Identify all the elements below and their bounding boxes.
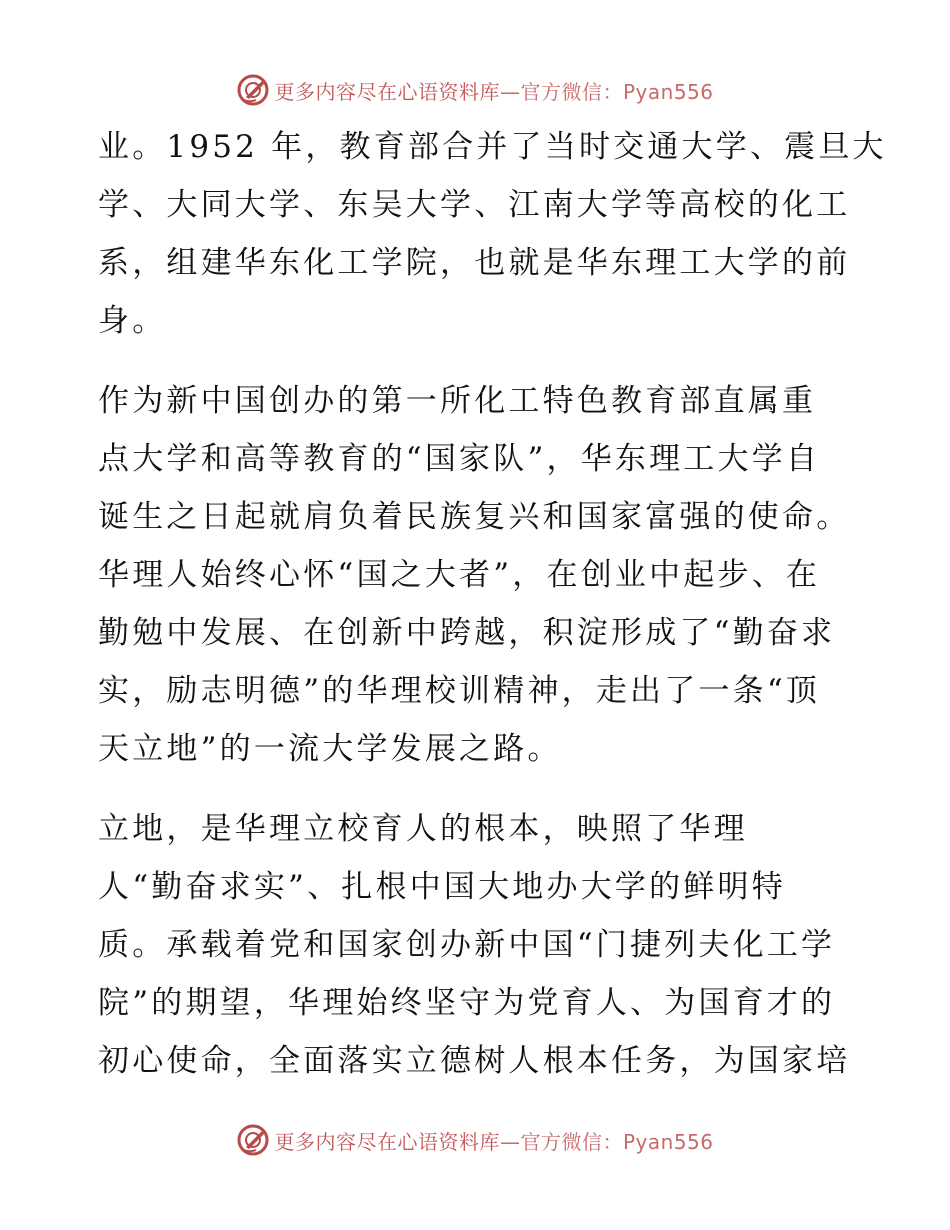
text-line: 诞生之日起就肩负着民族复兴和国家富强的使命。 [98, 499, 851, 535]
paragraph-3 [98, 800, 858, 1090]
header-banner [0, 70, 950, 110]
text-line: 初心使命，全面落实立德树人根本任务，为国家培 [98, 1043, 851, 1079]
paragraph-gap [98, 778, 858, 800]
text-line: 实，励志明德”的华理校训精神，走出了一条“顶 [98, 673, 821, 709]
text-line: 院”的期望，华理始终坚守为党育人、为国育才的 [98, 985, 836, 1021]
header-separator: — [499, 79, 521, 104]
footer-title: 更多内容尽在心语资料库 [274, 1129, 500, 1154]
text-line: 业。1952 年，教育部合并了当时交通大学、震旦大 [98, 129, 887, 165]
document-body [98, 118, 887, 1090]
text-line: 点大学和高等教育的“国家队”，华东理工大学自 [98, 441, 821, 477]
text-line: 立地，是华理立校育人的根本，映照了华理 [98, 811, 748, 847]
text-line: 质。承载着党和国家创办新中国“门捷列夫化工学 [98, 927, 836, 963]
footer-wechat-id: Pyan556 [622, 1129, 714, 1154]
header-title: 更多内容尽在心语资料库 [274, 79, 500, 104]
text-line: 天立地”的一流大学发展之路。 [98, 731, 562, 767]
header-wechat-id: Pyan556 [622, 79, 714, 104]
text-line: 学、大同大学、东吴大学、江南大学等高校的化工 [98, 187, 851, 223]
header-wechat-label: 官方微信： [520, 79, 623, 104]
footer-separator: — [499, 1129, 521, 1154]
footer-banner [0, 1120, 950, 1160]
text-line: 人“勤奋求实”、扎根中国大地办大学的鲜明特 [98, 869, 786, 905]
brand-logo-icon [236, 73, 270, 107]
header-text [274, 76, 713, 105]
footer-text [274, 1126, 713, 1155]
paragraph-2 [98, 372, 858, 778]
text-line: 勤勉中发展、在创新中跨越，积淀形成了“勤奋求 [98, 615, 836, 651]
text-line: 系，组建华东化工学院，也就是华东理工大学的前 [98, 245, 851, 281]
paragraph-gap [98, 350, 858, 372]
paragraph-1 [98, 118, 887, 350]
text-line: 身。 [98, 303, 167, 339]
footer-wechat-label: 官方微信： [520, 1129, 623, 1154]
brand-logo-icon [236, 1123, 270, 1157]
text-line: 作为新中国创办的第一所化工特色教育部直属重 [98, 383, 817, 419]
text-line: 华理人始终心怀“国之大者”，在创业中起步、在 [98, 557, 821, 593]
